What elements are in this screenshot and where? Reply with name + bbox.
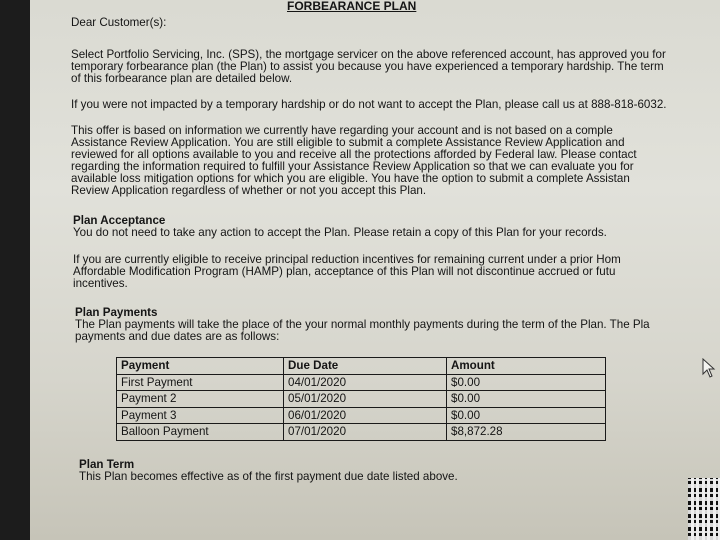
table-row bbox=[117, 424, 606, 441]
offer-line-5: available loss mitigation options for which you are eligible. You have the option to submit a complete Assistan bbox=[71, 172, 630, 185]
approval-line-2: temporary forbearance plan (the Plan) to assist you because you have experienced a temporary hardship. The term bbox=[71, 60, 664, 73]
due-date-cell: 04/01/2020 bbox=[284, 374, 447, 391]
payment-cell: Payment 2 bbox=[117, 391, 284, 408]
offer-line-3: reviewed for all options available to you and receive all the protections afforded by Federal law. Please contact bbox=[71, 148, 637, 161]
due-date-cell: 06/01/2020 bbox=[284, 407, 447, 424]
table-row bbox=[117, 407, 606, 424]
table-row bbox=[117, 391, 606, 408]
offer-line-6: Review Application regardless of whether or not you accept this Plan. bbox=[71, 184, 427, 197]
incentive-line-3: incentives. bbox=[73, 277, 128, 290]
plan-term-text: This Plan becomes effective as of the first payment due date listed above. bbox=[79, 470, 458, 483]
payment-cell: Payment 3 bbox=[117, 407, 284, 424]
letter-page bbox=[30, 0, 720, 540]
table-header-row bbox=[117, 358, 606, 375]
amount-cell: $0.00 bbox=[447, 391, 606, 408]
amount-cell: $0.00 bbox=[447, 407, 606, 424]
header-payment: Payment bbox=[117, 358, 284, 375]
mouse-pointer-icon bbox=[702, 358, 716, 378]
payment-schedule-table bbox=[116, 357, 606, 441]
plan-payments-line-1: The Plan payments will take the place of the your normal monthly payments during the term of the Plan. The Pla bbox=[75, 318, 650, 331]
payment-cell: Balloon Payment bbox=[117, 424, 284, 441]
approval-line-3: of this forbearance plan are detailed below. bbox=[71, 72, 293, 85]
plan-acceptance-text: You do not need to take any action to accept the Plan. Please retain a copy of this Plan for your records. bbox=[73, 226, 607, 239]
table-row bbox=[117, 374, 606, 391]
offer-line-4: regarding the information required to fulfill your Assistance Review Application so that we can evaluate you for bbox=[71, 160, 634, 173]
incentive-line-2: Affordable Modification Program (HAMP) plan, acceptance of this Plan will not discontinue accrued or futu bbox=[73, 265, 616, 278]
page-title: FORBEARANCE PLAN bbox=[287, 0, 417, 13]
plan-term-heading: Plan Term bbox=[79, 458, 135, 471]
payment-cell: First Payment bbox=[117, 374, 284, 391]
plan-acceptance-heading: Plan Acceptance bbox=[73, 214, 166, 227]
contact-line: If you were not impacted by a temporary hardship or do not want to accept the Plan, please call us at 888-818-6032. bbox=[71, 98, 667, 111]
offer-line-2: Assistance Review Application. You are still eligible to submit a complete Assistance Review Application and bbox=[71, 136, 625, 149]
plan-payments-line-2: payments and due dates are as follows: bbox=[75, 330, 280, 343]
due-date-cell: 07/01/2020 bbox=[284, 424, 447, 441]
header-amount: Amount bbox=[447, 358, 606, 375]
due-date-cell: 05/01/2020 bbox=[284, 391, 447, 408]
greeting: Dear Customer(s): bbox=[71, 16, 167, 29]
plan-payments-heading: Plan Payments bbox=[75, 306, 158, 319]
amount-cell: $0.00 bbox=[447, 374, 606, 391]
approval-line-1: Select Portfolio Servicing, Inc. (SPS), the mortgage servicer on the above referenced account, has approved you for bbox=[71, 48, 666, 61]
amount-cell: $8,872.28 bbox=[447, 424, 606, 441]
header-due-date: Due Date bbox=[284, 358, 447, 375]
incentive-line-1: If you are currently eligible to receive principal reduction incentives for remaining current under a prior Hom bbox=[73, 253, 621, 266]
offer-line-1: This offer is based on information we currently have regarding your account and is not based on a comple bbox=[71, 124, 613, 137]
